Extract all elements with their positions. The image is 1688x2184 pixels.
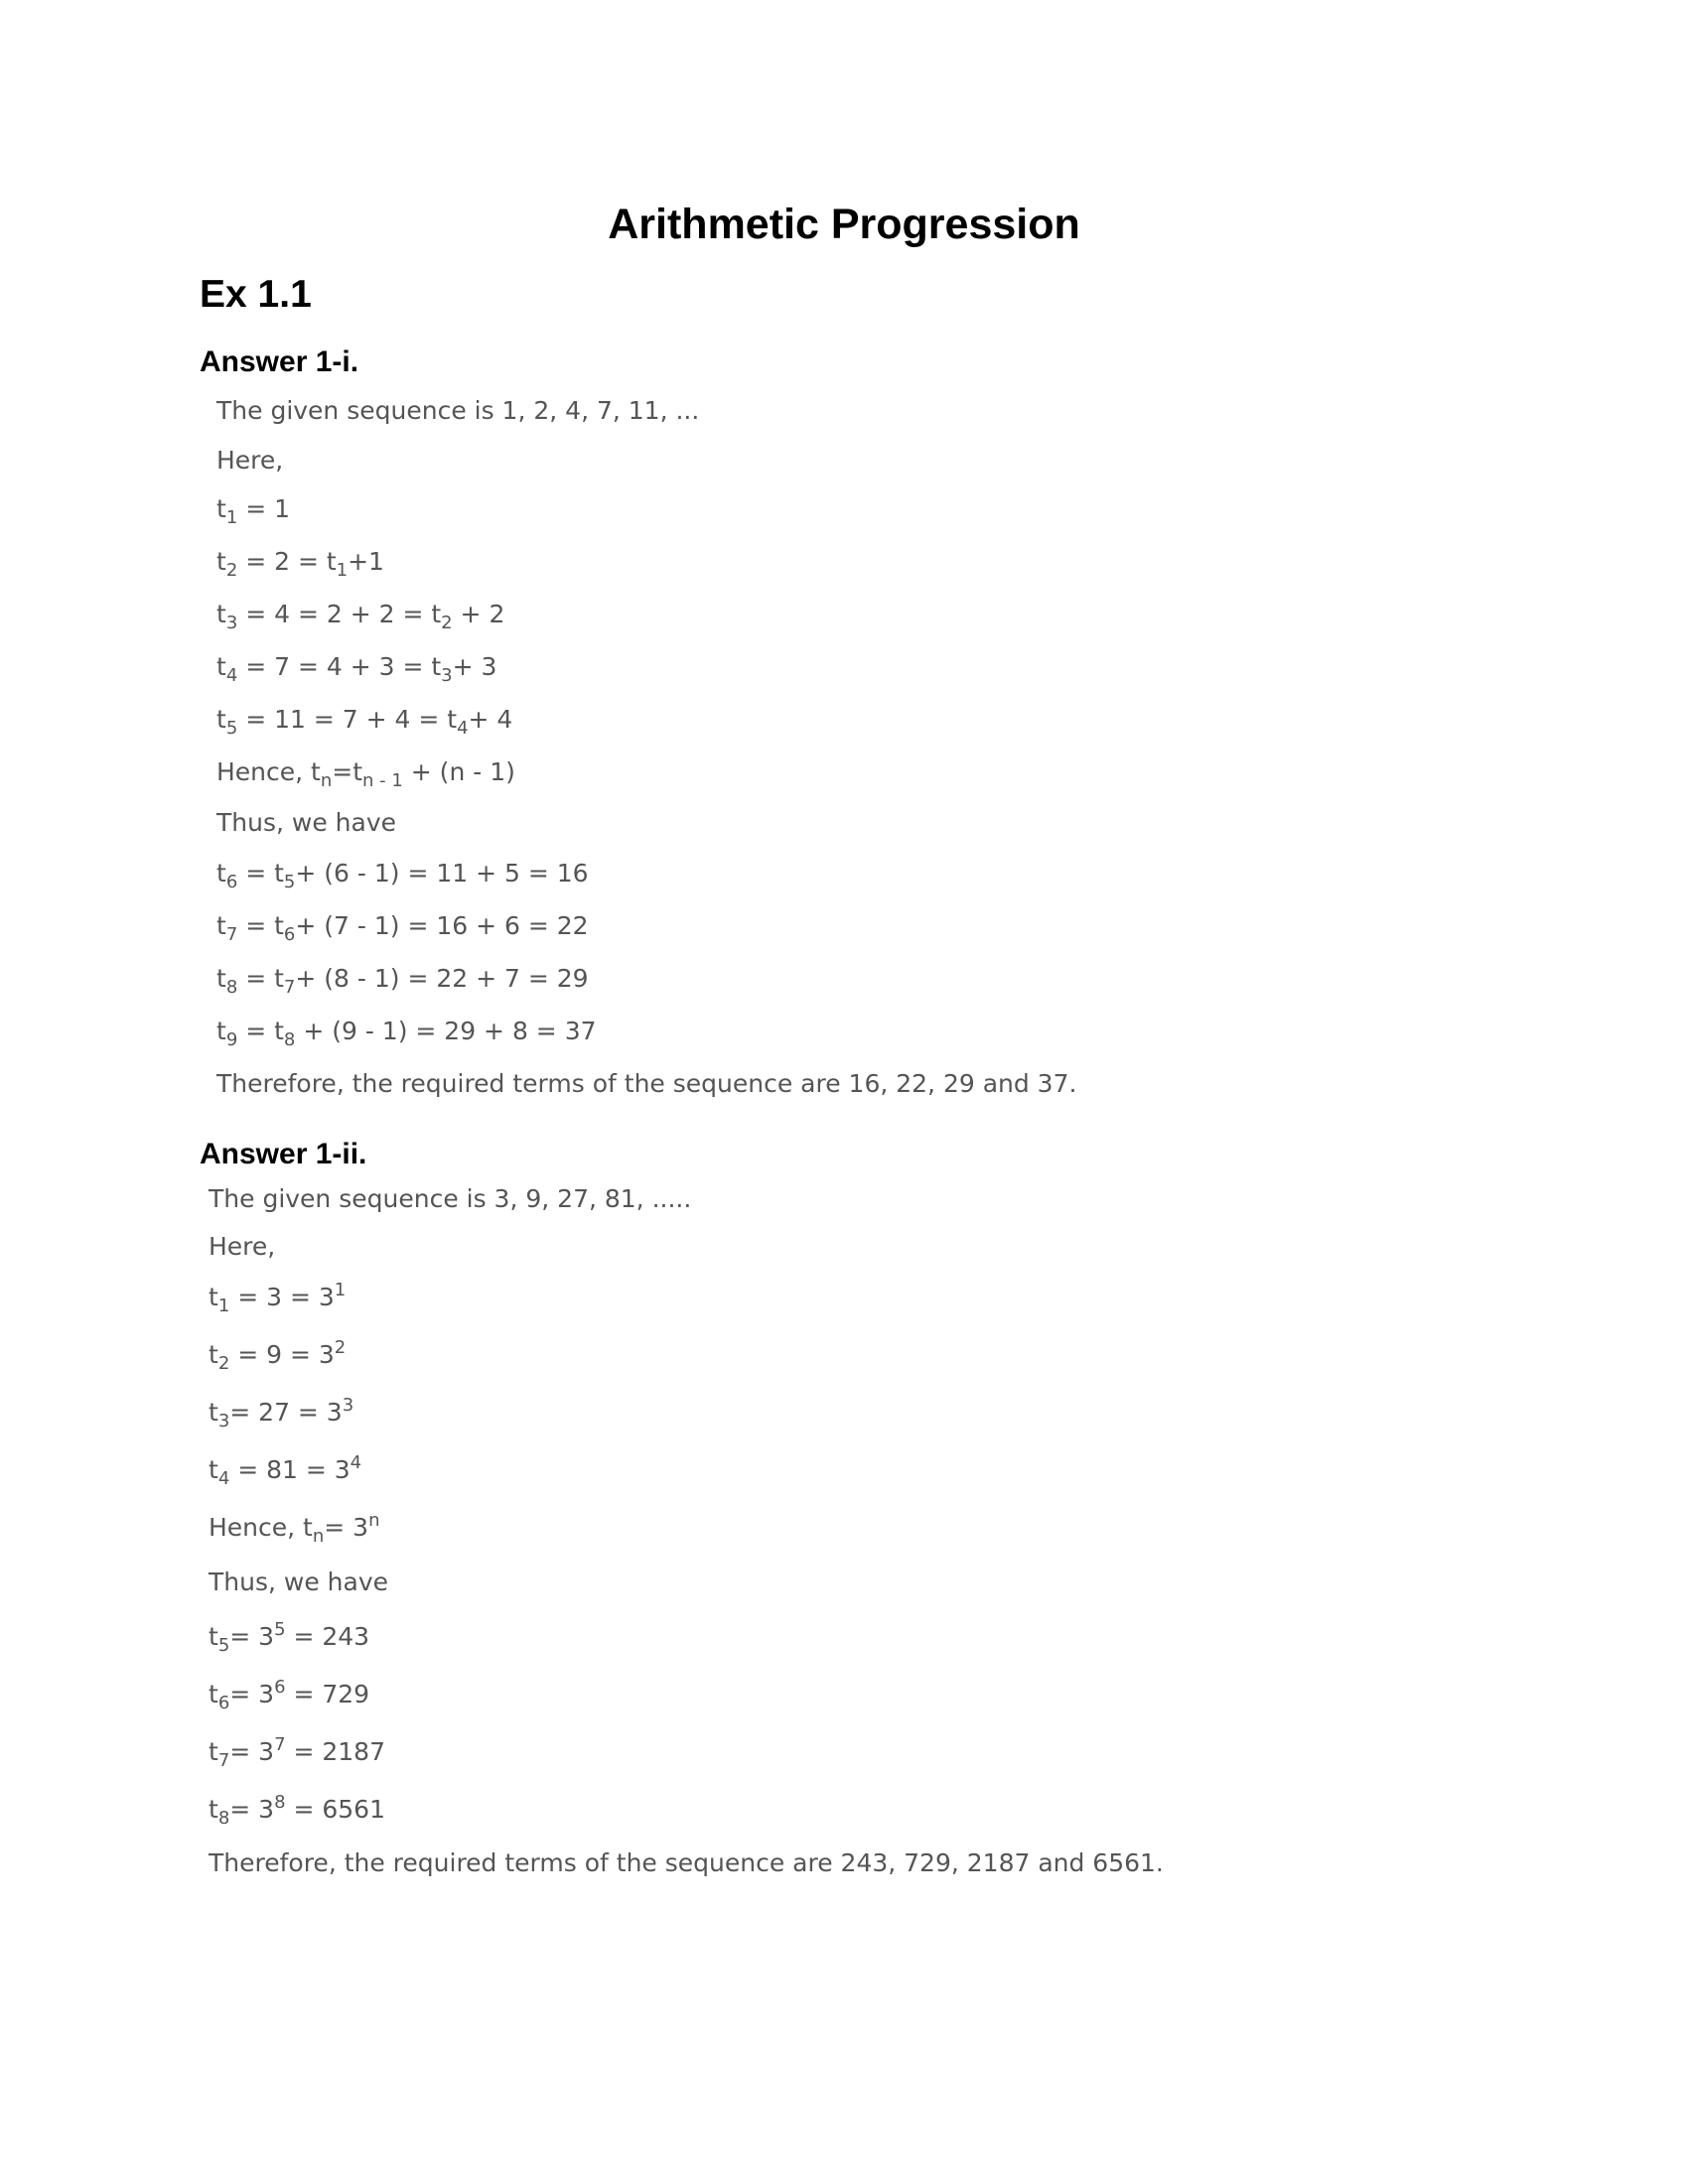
subscript: 4 (225, 665, 238, 686)
line-text: + (7 - 1) = 16 + 6 = 22 (295, 911, 589, 940)
solution-line (209, 1511, 380, 1545)
subscript: 3 (225, 613, 238, 633)
line-text: +1 (348, 547, 384, 576)
superscript: 8 (274, 1792, 286, 1813)
solution-line (216, 650, 496, 684)
subscript: 4 (457, 718, 469, 739)
line-text: = 3 (229, 1795, 275, 1824)
solution-line (209, 1281, 346, 1314)
subscript: 6 (217, 1693, 230, 1713)
subscript: 3 (441, 665, 453, 686)
subscript: 3 (217, 1411, 230, 1432)
line-text: t (216, 652, 226, 681)
subscript: 5 (217, 1635, 230, 1656)
superscript: 4 (350, 1452, 362, 1473)
superscript: 2 (334, 1337, 347, 1358)
solution-line (216, 545, 384, 579)
line-text: t (216, 964, 226, 993)
solution-line (216, 444, 283, 478)
line-text: = 3 = 3 (229, 1283, 335, 1311)
solution-line (216, 909, 589, 943)
subscript: n (312, 1526, 325, 1547)
line-text: Thus, we have (216, 808, 396, 837)
subscript: 1 (217, 1296, 230, 1316)
line-text: + 3 (452, 652, 497, 681)
line-text: = 243 (285, 1622, 370, 1651)
solution-line (209, 1566, 388, 1599)
line-text: + (6 - 1) = 11 + 5 = 16 (295, 859, 589, 887)
subscript: 6 (225, 872, 238, 892)
subscript: 6 (283, 924, 296, 945)
solution-line (209, 1678, 369, 1711)
solution-line (209, 1846, 1164, 1880)
superscript: 6 (274, 1677, 286, 1698)
line-text: Thus, we have (209, 1568, 388, 1596)
subscript: 1 (336, 560, 349, 581)
solution-line (216, 1067, 1076, 1101)
superscript: 3 (342, 1395, 354, 1416)
line-text: = 81 = 3 (229, 1455, 351, 1484)
line-text: = 3 (229, 1622, 275, 1651)
superscript: n (368, 1510, 380, 1531)
line-text: = 9 = 3 (229, 1340, 335, 1369)
solution-line (209, 1182, 691, 1216)
line-text: = 11 = 7 + 4 = t (237, 705, 458, 734)
solution-line (216, 598, 504, 631)
solution-line (216, 962, 589, 996)
line-text: t (209, 1398, 218, 1427)
line-text: t (209, 1795, 218, 1824)
line-text: Here, (209, 1232, 276, 1261)
subscript: 9 (225, 1029, 238, 1050)
line-text: = t (237, 859, 284, 887)
line-text: t (216, 494, 226, 523)
superscript: 5 (274, 1619, 286, 1640)
answer-heading-1-i: Answer 1-i. (200, 345, 359, 378)
line-text: + (9 - 1) = 29 + 8 = 37 (295, 1017, 597, 1045)
solution-line (216, 394, 699, 428)
subscript: 7 (283, 977, 296, 998)
line-text: t (216, 1017, 226, 1045)
line-text: = 27 = 3 (229, 1398, 343, 1427)
line-text: t (209, 1680, 218, 1708)
line-text: Therefore, the required terms of the sequence are 16, 22, 29 and 37. (216, 1069, 1077, 1098)
line-text: t (209, 1622, 218, 1651)
line-text: t (216, 859, 226, 887)
line-text: = 6561 (285, 1795, 385, 1824)
line-text: The given sequence is 3, 9, 27, 81, ..... (209, 1184, 692, 1213)
solution-line (209, 1230, 275, 1264)
line-text: = t (237, 1017, 284, 1045)
line-text: t (209, 1455, 218, 1484)
line-text: t (216, 911, 226, 940)
subscript: 5 (225, 718, 238, 739)
solution-line (209, 1453, 361, 1487)
line-text: + 4 (468, 705, 513, 734)
line-text: = 4 = 2 + 2 = t (237, 600, 442, 628)
subscript: 8 (225, 977, 238, 998)
solution-line (216, 492, 290, 526)
subscript: 1 (225, 507, 238, 528)
subscript: 2 (225, 560, 238, 581)
line-text: t (216, 547, 226, 576)
solution-line (216, 703, 512, 737)
exercise-heading: Ex 1.1 (200, 273, 312, 316)
superscript: 7 (274, 1734, 286, 1755)
subscript: 8 (283, 1029, 296, 1050)
line-text: t (216, 600, 226, 628)
line-text: t (216, 705, 226, 734)
subscript: 7 (225, 924, 238, 945)
line-text: = t (237, 964, 284, 993)
line-text: t (209, 1737, 218, 1766)
line-text: = 1 (237, 494, 291, 523)
subscript: 8 (217, 1808, 230, 1829)
line-text: = 7 = 4 + 3 = t (237, 652, 442, 681)
solution-line (209, 1338, 346, 1372)
solution-line (216, 806, 396, 840)
line-text: = 729 (285, 1680, 370, 1708)
solution-line (209, 1620, 369, 1654)
page-title: Arithmetic Progression (608, 201, 1080, 248)
line-text: =t (332, 757, 363, 786)
answer-heading-1-ii: Answer 1-ii. (200, 1138, 367, 1170)
line-text: + 2 (452, 600, 505, 628)
subscript: 7 (217, 1750, 230, 1771)
line-text: t (209, 1283, 218, 1311)
line-text: = 3 (324, 1513, 369, 1542)
subscript: 4 (217, 1468, 230, 1489)
line-text: Therefore, the required terms of the sequence are 243, 729, 2187 and 6561. (209, 1848, 1164, 1877)
subscript: n - 1 (362, 770, 403, 791)
subscript: 2 (441, 613, 453, 633)
solution-line (216, 755, 515, 789)
line-text: Hence, t (216, 757, 321, 786)
subscript: 5 (283, 872, 296, 892)
line-text: + (n - 1) (402, 757, 515, 786)
line-text: Hence, t (209, 1513, 313, 1542)
line-text: + (8 - 1) = 22 + 7 = 29 (295, 964, 589, 993)
solution-line (209, 1396, 353, 1430)
subscript: 2 (217, 1353, 230, 1374)
solution-line (216, 1015, 597, 1048)
line-text: t (209, 1340, 218, 1369)
solution-line (209, 1735, 385, 1769)
line-text: = 3 (229, 1737, 275, 1766)
superscript: 1 (334, 1280, 347, 1300)
solution-line (209, 1793, 385, 1827)
line-text: = 3 (229, 1680, 275, 1708)
line-text: Here, (216, 446, 284, 475)
line-text: = 2187 (285, 1737, 385, 1766)
line-text: The given sequence is 1, 2, 4, 7, 11, ... (216, 396, 700, 425)
solution-line (216, 857, 589, 890)
line-text: = t (237, 911, 284, 940)
subscript: n (320, 770, 333, 791)
line-text: = 2 = t (237, 547, 337, 576)
